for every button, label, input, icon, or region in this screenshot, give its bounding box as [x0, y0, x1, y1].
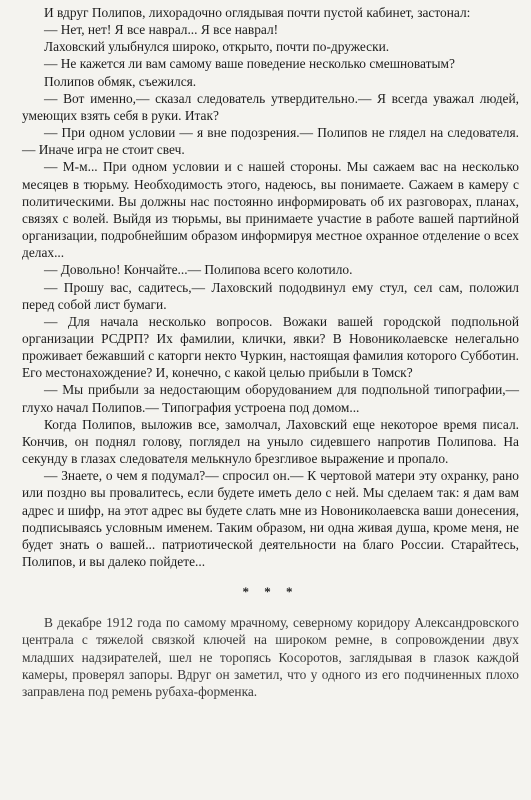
paragraph: — М-м... При одном условии и с нашей стороны. Мы сажаем вас на несколько месяцев в тюрьму. Необходимость этого, надеюсь, вы понимаете. Сажаем в камеру с политическими. Вы должны нас постоянно информировать об их разговорах, планах, связях с волей. Выйдя из тюрьмы, вы принимаете участие в работе вашей партийной организации, подробнейшим образом информируя местное охранное отделение о всех делах...: [22, 159, 519, 261]
paragraph: И вдруг Полипов, лихорадочно оглядывая почти пустой кабинет, застонал:: [44, 5, 471, 20]
paragraph: Полипов обмяк, съежился.: [44, 73, 197, 89]
paragraph: — Для начала несколько вопросов. Вожаки вашей городской подпольной организации РСДРП? Их фамилии, клички, явки? В Новониколаевске нелегально проживает бежавший с каторги некто Чуркин, настоящая фамилия которого Субботин. Его местонахождение? И, конечно, с какой целью прибыли в Томск?: [22, 313, 519, 381]
paragraph: — Не кажется ли вам самому ваше поведение несколько смешноватым?: [44, 56, 455, 72]
paragraph: — Прошу вас, садитесь,— Лаховский пододвинул ему стул, сел сам, положил перед собой лист бумаги.: [22, 279, 519, 312]
paragraph: — При одном условии — я вне подозрения.— Полипов не глядел на следователя.— Иначе игра не стоит свеч.: [22, 125, 519, 158]
paragraph: — Нет, нет! Я все наврал... Я все наврал!: [44, 22, 279, 38]
paragraph: — Довольно! Кончайте...— Полипова всего колотило.: [44, 262, 353, 278]
text-part-2: [22, 614, 519, 700]
paragraph: — Вот именно,— сказал следователь утвердительно.— Я всегда уважал людей, умеющих взять себя в руки. Итак?: [22, 90, 519, 123]
paragraph: — Знаете, о чем я подумал?— спросил он.— К чертовой матери эту охранку, рано или поздно вы провалитесь, если будете иметь дело с ней. Мы сделаем так: я дам вам адрес и шифр, на этот адрес вы будете слать мне из Новониколаевска ваши донесения, подписываясь условным именем. Таким образом, ни одна живая душа, кроме меня, не будет знать о вашей... патриотической деятельности на благо России. Старайтесь, Полипов, и вы далеко пойдете...: [22, 468, 519, 569]
section-separator: * * *: [242, 584, 299, 600]
paragraph: Когда Полипов, выложив все, замолчал, Лаховский еще некоторое время писал. Кончив, он поднял голову, поглядел на уныло сидевшего напротив Полипова. На секунду в глазах следователя мелькнуло брезгливое выражение и пропало.: [22, 416, 519, 467]
paragraph: Лаховский улыбнулся широко, открыто, почти по-дружески.: [44, 39, 390, 55]
text-part-1: [22, 4, 519, 570]
paragraph: В декабре 1912 года по самому мрачному, северному коридору Александровского централа с тяжелой связкой ключей на широком ремне, в сопровождении двух младших надзирателей, шел не торопясь Косоротов, заглядывая в глазок каждой камеры, проверял запоры. Вдруг он заметил, что у одного из его подчиненных плохо заправлена под ремень рубаха-форменка.: [22, 615, 519, 699]
paragraph: — Мы прибыли за недостающим оборудованием для подпольной типографии,— глухо начал Полипов.— Типография устроена под домом...: [22, 382, 519, 415]
